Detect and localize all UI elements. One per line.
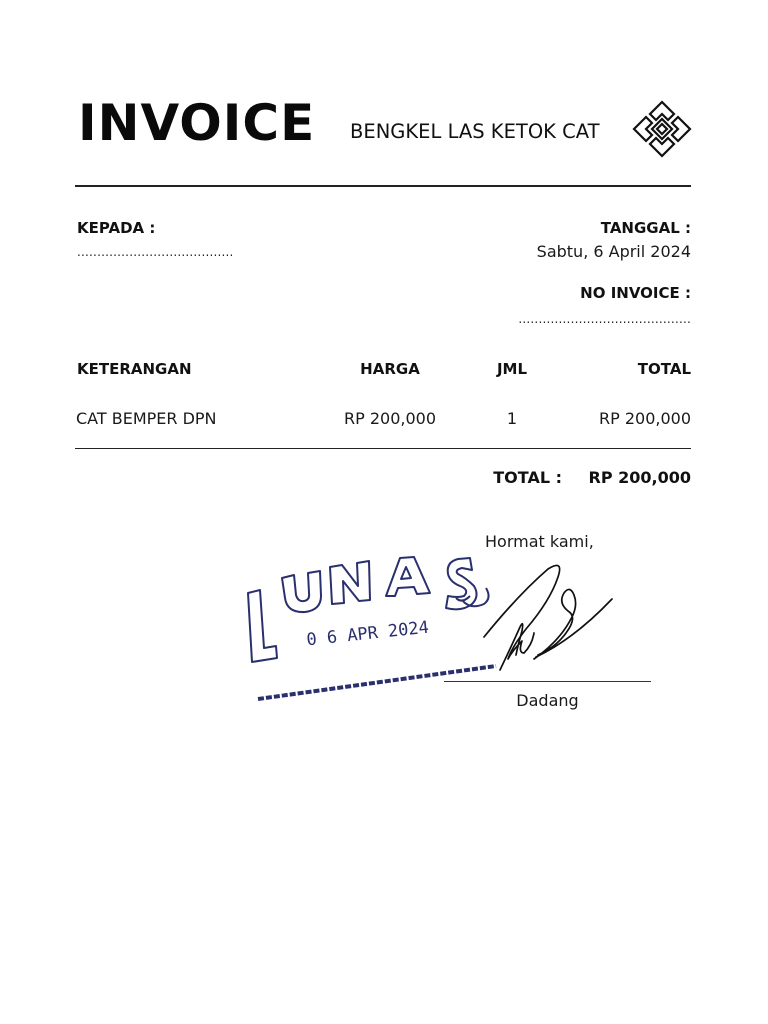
column-header-description: KETERANGAN xyxy=(77,360,192,378)
column-header-price: HARGA xyxy=(360,360,420,378)
invoice-title: INVOICE xyxy=(78,94,316,152)
table-divider xyxy=(75,448,691,449)
signer-name: Dadang xyxy=(516,691,579,710)
invoice-number-label: NO INVOICE : xyxy=(580,284,691,302)
row-qty: 1 xyxy=(506,409,518,428)
row-description: CAT BEMPER DPN xyxy=(76,409,217,428)
grand-total-value: RP 200,000 xyxy=(588,468,691,487)
grand-total-label: TOTAL : xyxy=(493,468,562,487)
row-total: RP 200,000 xyxy=(598,409,691,428)
recipient-value: ....................................... xyxy=(77,245,234,259)
header-divider xyxy=(75,185,691,187)
signature-line xyxy=(444,681,651,682)
company-name: BENGKEL LAS KETOK CAT xyxy=(350,120,600,143)
invoice-number-value: ........................................... xyxy=(518,312,691,326)
date-label: TANGGAL : xyxy=(600,219,691,237)
recipient-label: KEPADA : xyxy=(77,219,156,237)
stamp-date: 0 6 APR 2024 xyxy=(305,617,430,651)
column-header-qty: JML xyxy=(496,360,528,378)
paid-stamp xyxy=(238,540,500,715)
signature-image xyxy=(478,555,623,675)
date-value: Sabtu, 6 April 2024 xyxy=(536,242,691,261)
company-logo-icon xyxy=(632,100,692,158)
column-header-total: TOTAL xyxy=(637,360,691,378)
row-price: RP 200,000 xyxy=(343,409,436,428)
closing-greeting: Hormat kami, xyxy=(485,532,594,551)
